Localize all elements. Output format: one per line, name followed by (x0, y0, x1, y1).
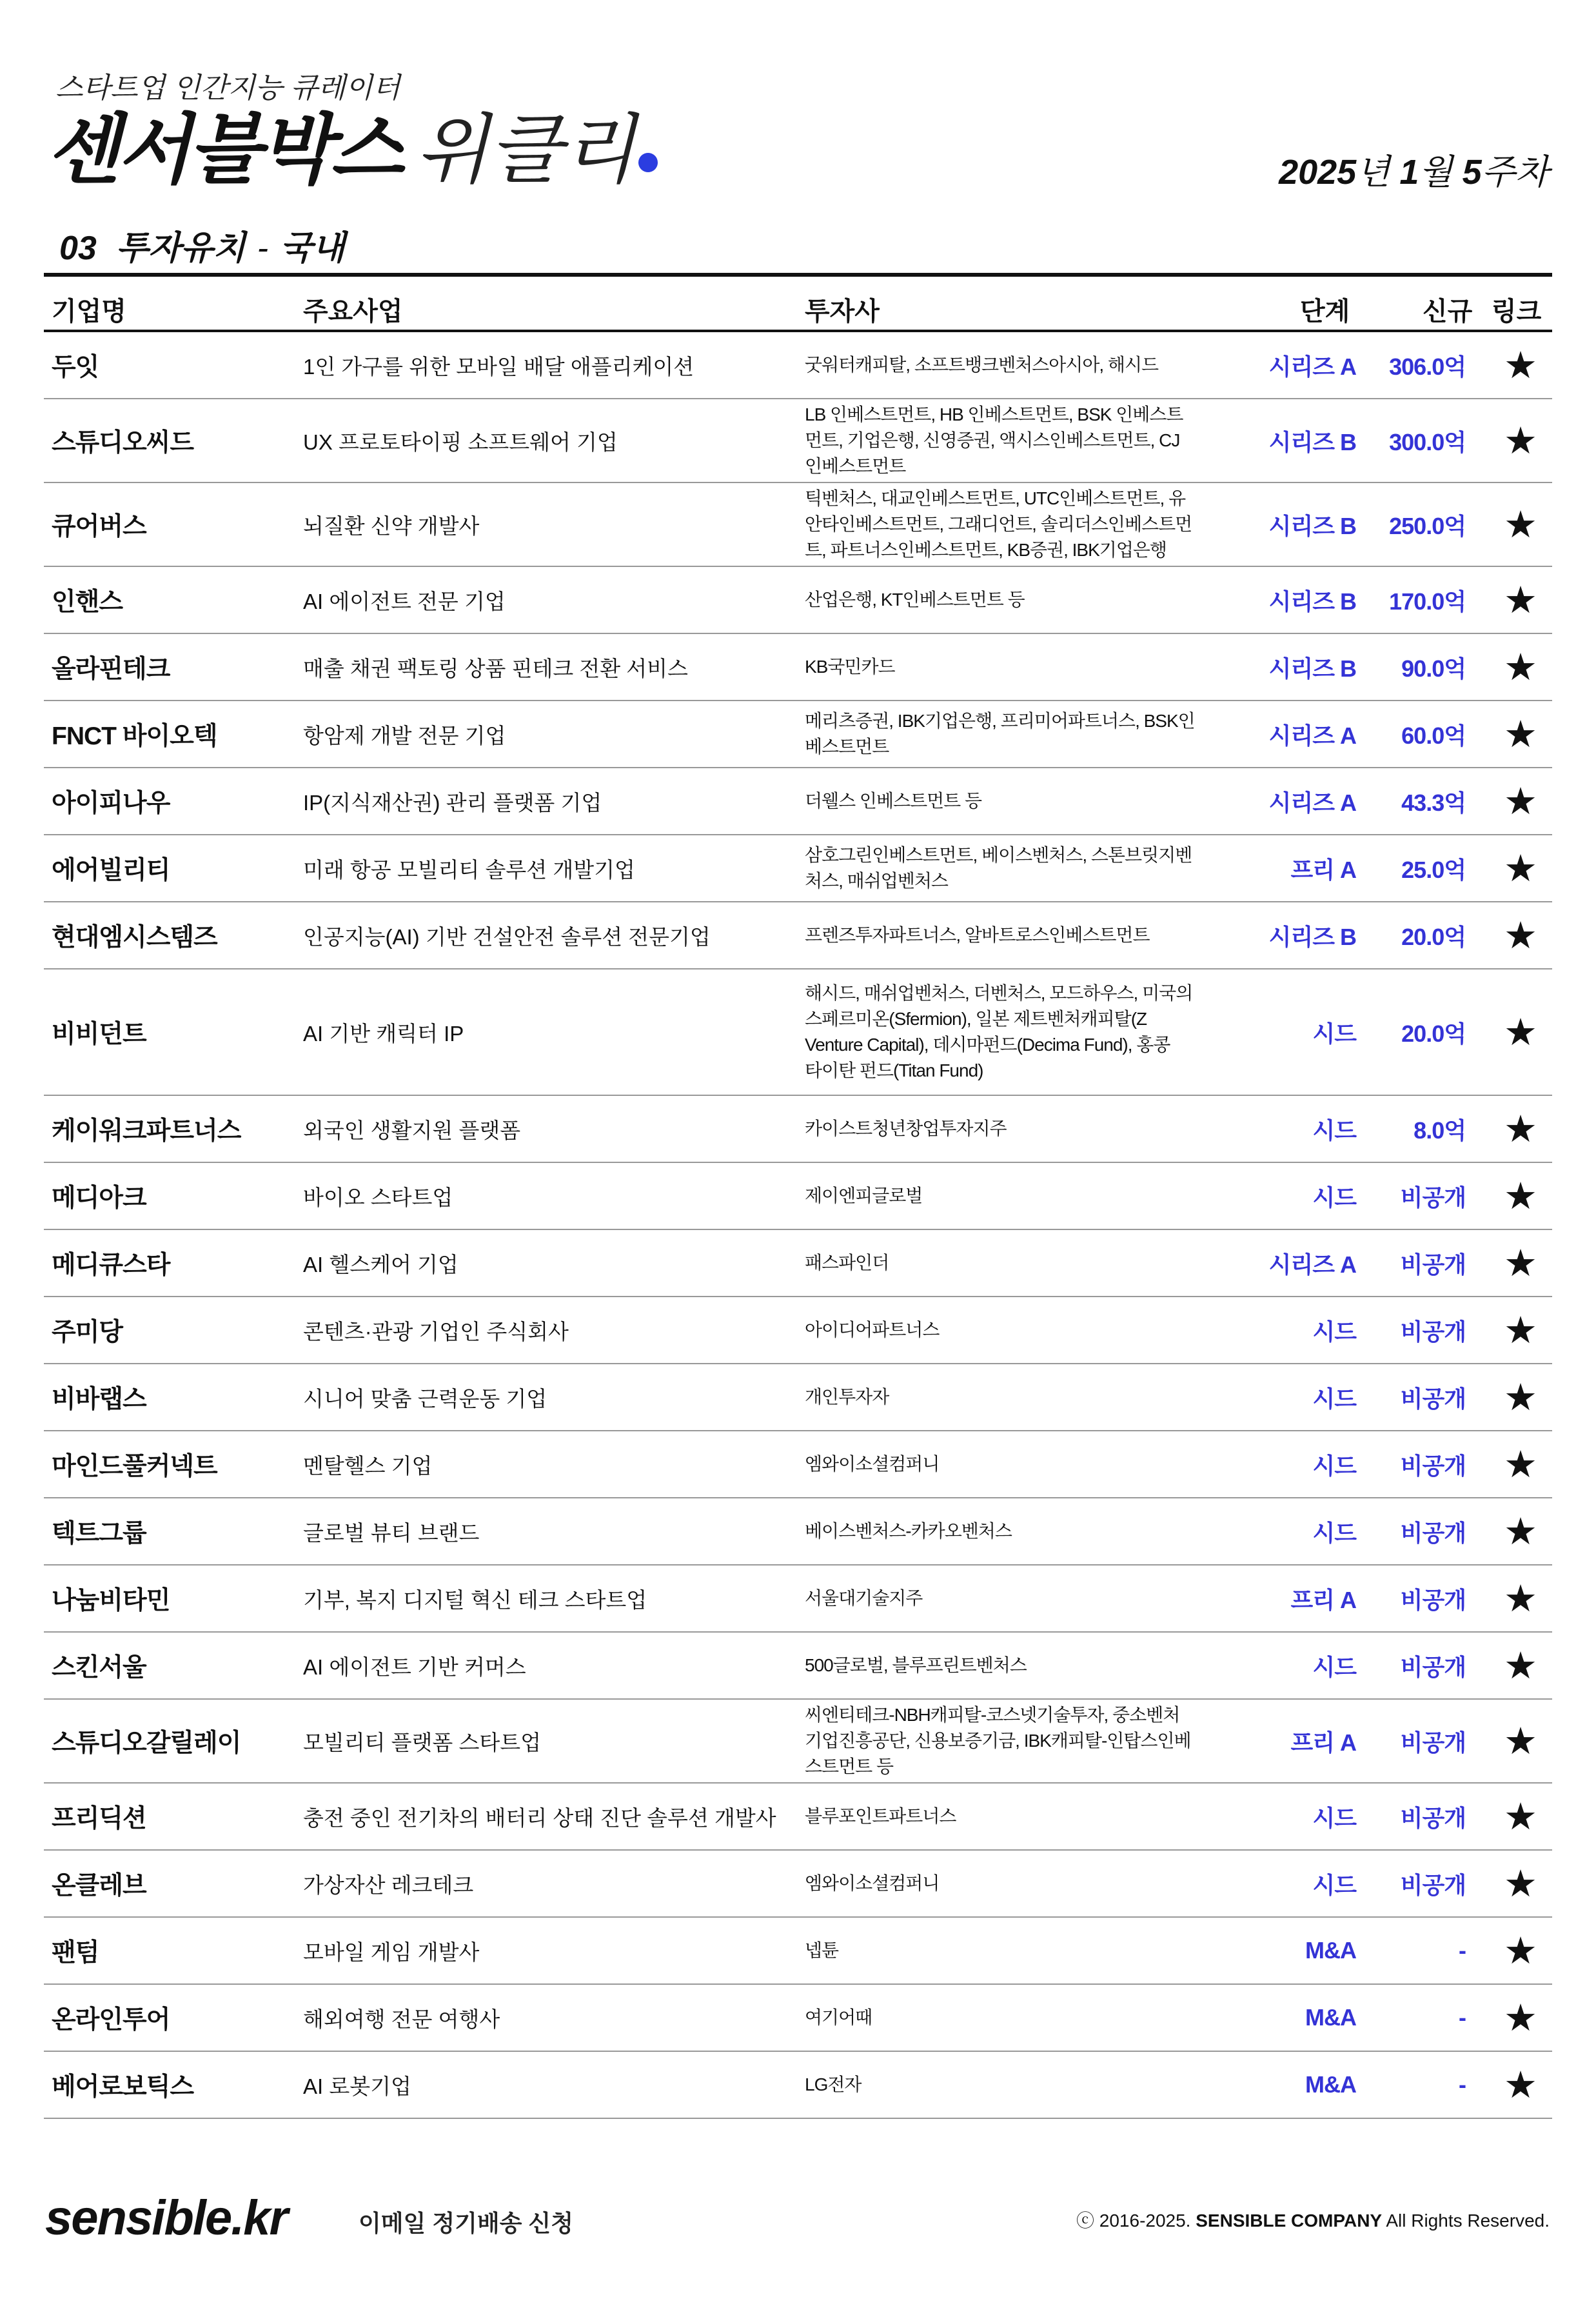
star-icon[interactable]: ★ (1504, 848, 1537, 890)
funding-amount: - (1459, 2071, 1466, 2098)
funding-amount: 90.0억 (1401, 655, 1466, 682)
funding-amount: 43.3억 (1401, 789, 1466, 816)
column-header-stage: 단계 (1300, 297, 1350, 326)
company-name: 인핸스 (52, 588, 123, 616)
business-description: 뇌질환 신약 개발사 (303, 513, 480, 538)
brand-suffix: 위클리 (415, 108, 636, 193)
star-icon[interactable]: ★ (1504, 1578, 1537, 1620)
copyright-company: SENSIBLE COMPANY (1196, 2211, 1383, 2231)
funding-stage: M&A (1305, 2004, 1356, 2031)
star-icon[interactable]: ★ (1504, 1930, 1537, 1972)
funding-amount: 60.0억 (1401, 722, 1466, 749)
investors (805, 768, 1237, 834)
star-icon[interactable]: ★ (1504, 646, 1537, 688)
subscribe-link[interactable]: 이메일 정기배송 신청 (359, 2210, 573, 2236)
table-row (44, 2052, 1552, 2119)
business-description: UX 프로토타이핑 소프트웨어 기업 (303, 430, 618, 454)
column-header-business: 주요사업 (303, 297, 403, 326)
business-description: AI 에이전트 기반 커머스 (303, 1655, 526, 1679)
table-row (44, 567, 1552, 634)
table-row (44, 1700, 1552, 1784)
star-icon[interactable]: ★ (1504, 1377, 1537, 1418)
star-icon[interactable]: ★ (1504, 915, 1537, 957)
investors (805, 1431, 1237, 1497)
business-description: 가상자산 레크테크 (303, 1873, 474, 1897)
star-icon[interactable]: ★ (1504, 2064, 1537, 2106)
investor-line: 여기어때 (805, 2007, 872, 2027)
investors (805, 1163, 1237, 1229)
table-row (44, 768, 1552, 835)
section-title: 투자유치 (115, 230, 246, 267)
table-row (44, 1163, 1552, 1230)
column-header-amount: 신규 (1423, 297, 1473, 326)
funding-stage: 프리 A (1290, 1729, 1356, 1756)
funding-stage: 시리즈 B (1268, 923, 1356, 950)
business-description: 매출 채권 팩토링 상품 핀테크 전환 서비스 (303, 656, 688, 681)
table-row (44, 483, 1552, 567)
copyright-prefix: ⓒ 2016-2025. (1076, 2211, 1191, 2231)
investors (805, 1096, 1237, 1162)
company-name: 에어빌리티 (52, 857, 170, 884)
column-header-link: 링크 (1492, 297, 1542, 326)
company-name: 아이피나우 (52, 790, 170, 817)
copyright (1076, 2207, 1550, 2232)
star-icon[interactable]: ★ (1504, 579, 1537, 621)
investor-line: LG전자 (805, 2074, 862, 2094)
issue-month: 1 (1399, 153, 1419, 192)
table-row (44, 902, 1552, 969)
funding-amount: 306.0억 (1389, 353, 1466, 380)
company-name: 프리딕션 (52, 1805, 146, 1833)
investor-line: 굿워터캐피탈, 소프트뱅크벤처스아시아, 해시드 (805, 355, 1159, 375)
table-row (44, 634, 1552, 701)
column-header-company: 기업명 (52, 297, 126, 326)
funding-amount: 비공개 (1400, 1653, 1466, 1680)
funding-stage: 프리 A (1290, 1586, 1356, 1613)
funding-stage: 시드 (1312, 1385, 1356, 1412)
investors (805, 1985, 1237, 2051)
funding-amount: 170.0억 (1389, 588, 1466, 615)
funding-stage: 시드 (1312, 1020, 1356, 1047)
investor-line: 인베스트먼트 (805, 456, 906, 476)
business-description: 외국인 생활지원 플랫폼 (303, 1118, 521, 1142)
investors (805, 969, 1237, 1095)
funding-amount: 20.0억 (1401, 923, 1466, 950)
business-description: 해외여행 전문 여행사 (303, 2007, 500, 2031)
funding-stage: 시드 (1312, 1184, 1356, 1211)
funding-amount: 25.0억 (1401, 856, 1466, 883)
company-name: 케이워크파트너스 (52, 1117, 241, 1145)
funding-amount: - (1459, 2004, 1466, 2031)
table-row (44, 1565, 1552, 1633)
investor-line: 넵튠 (805, 1940, 839, 1960)
business-description: 모바일 게임 개발사 (303, 1940, 480, 1964)
investor-line: 프렌즈투자파트너스, 알바트로스인베스트먼트 (805, 925, 1150, 945)
issue-year-unit: 년 (1356, 153, 1390, 192)
business-description: 멘탈헬스 기업 (303, 1453, 433, 1478)
funding-amount: 비공개 (1400, 1385, 1466, 1412)
investor-line: 틱벤처스, 대교인베스트먼트, UTC인베스트먼트, 유 (805, 488, 1186, 508)
table-header (44, 277, 1552, 332)
investors (805, 1230, 1237, 1296)
company-name: 스튜디오씨드 (52, 429, 194, 457)
investors (805, 1364, 1237, 1430)
company-name: 메디아크 (52, 1184, 146, 1212)
table-row (44, 399, 1552, 483)
investor-line: 타이탄 펀드(Titan Fund) (805, 1060, 983, 1080)
funding-amount: 비공개 (1400, 1318, 1466, 1345)
company-name: 온라인투어 (52, 2006, 170, 2034)
star-icon[interactable]: ★ (1504, 1309, 1537, 1351)
star-icon[interactable]: ★ (1504, 420, 1537, 462)
company-name: 온클레브 (52, 1872, 146, 1900)
company-name: FNCT 바이오텍 (52, 722, 217, 750)
company-name: 비비던트 (52, 1020, 146, 1048)
column-header-investors: 투자사 (805, 297, 880, 326)
star-icon[interactable]: ★ (1504, 1175, 1537, 1217)
funding-stage: 시리즈 B (1268, 655, 1356, 682)
star-icon[interactable]: ★ (1504, 344, 1537, 386)
business-description: 충전 중인 전기차의 배터리 상태 진단 솔루션 개발사 (303, 1805, 776, 1830)
investor-line: 카이스트청년창업투자지주 (805, 1118, 1007, 1138)
investor-line: 스페르미온(Sfermion), 일본 제트벤처캐피탈(Z (805, 1009, 1147, 1029)
company-name: 스튜디오갈릴레이 (52, 1729, 241, 1757)
investor-line: 엠와이소셜컴퍼니 (805, 1454, 940, 1474)
company-name: 나눔비타민 (52, 1587, 170, 1615)
investor-line: 서울대기술지주 (805, 1588, 923, 1608)
investors (805, 1498, 1237, 1564)
funding-stage: 시드 (1312, 1318, 1356, 1345)
funding-amount: - (1459, 1937, 1466, 1963)
section-number: 03 (59, 230, 97, 267)
funding-amount: 비공개 (1400, 1452, 1466, 1479)
funding-amount: 비공개 (1400, 1804, 1466, 1831)
issue-week: 5 (1462, 153, 1482, 192)
table-row (44, 1364, 1552, 1431)
star-icon[interactable]: ★ (1504, 780, 1537, 822)
section-subtitle: 국내 (280, 230, 345, 267)
investor-line: 더웰스 인베스트먼트 등 (805, 791, 982, 811)
company-name: 메디큐스타 (52, 1251, 170, 1279)
table-row (44, 1096, 1552, 1163)
funding-stage: 시드 (1312, 1653, 1356, 1680)
investors (805, 1633, 1237, 1698)
business-description: IP(지식재산권) 관리 플랫폼 기업 (303, 790, 602, 815)
star-icon[interactable]: ★ (1504, 1720, 1537, 1762)
table-row (44, 1297, 1552, 1364)
section-heading (59, 221, 345, 269)
investor-line: 개인투자자 (805, 1387, 889, 1407)
funding-amount: 250.0억 (1389, 512, 1466, 539)
business-description: AI 기반 캐릭터 IP (303, 1021, 464, 1046)
deal-table (44, 332, 1552, 2119)
investor-line: 씨엔티테크-NBH캐피탈-코스넷기술투자, 중소벤처 (805, 1705, 1180, 1725)
funding-stage: 시리즈 A (1268, 1251, 1356, 1278)
investors (805, 1565, 1237, 1631)
table-row (44, 1230, 1552, 1297)
funding-stage: 시드 (1312, 1117, 1356, 1144)
investors (805, 1784, 1237, 1849)
star-icon[interactable]: ★ (1504, 1796, 1537, 1838)
investor-line: 메리츠증권, IBK기업은행, 프리미어파트너스, BSK인 (805, 711, 1195, 731)
funding-amount: 비공개 (1400, 1519, 1466, 1546)
brand-name: 센서블박스 (46, 108, 401, 193)
funding-stage: 시드 (1312, 1452, 1356, 1479)
table-row (44, 1633, 1552, 1700)
star-icon[interactable]: ★ (1504, 1863, 1537, 1905)
business-description: 항암제 개발 전문 기업 (303, 723, 506, 748)
investors (805, 2052, 1237, 2118)
funding-stage: 시리즈 B (1268, 512, 1356, 539)
investor-line: 산업은행, KT인베스트먼트 등 (805, 590, 1025, 610)
investor-line: 기업진흥공단, 신용보증기금, IBK캐피탈-인탑스인베 (805, 1731, 1191, 1751)
investor-line: 스트먼트 등 (805, 1756, 894, 1776)
issue-week-unit: 주차 (1481, 153, 1549, 192)
funding-amount: 비공개 (1400, 1184, 1466, 1211)
investor-line: 아이디어파트너스 (805, 1320, 940, 1340)
company-name: 스킨서울 (52, 1654, 146, 1682)
investors (805, 1700, 1237, 1782)
funding-stage: 시리즈 A (1268, 789, 1356, 816)
funding-amount: 20.0억 (1401, 1020, 1466, 1047)
business-description: 바이오 스타트업 (303, 1185, 453, 1209)
funding-stage: M&A (1305, 1937, 1356, 1963)
tagline: 스타트업 인간지능 큐레이터 (55, 72, 400, 104)
star-icon[interactable]: ★ (1504, 1242, 1537, 1284)
investors (805, 835, 1237, 901)
investor-line: 엠와이소셜컴퍼니 (805, 1873, 940, 1893)
table-row (44, 835, 1552, 902)
investor-line: 제이엔피글로벌 (805, 1186, 923, 1206)
investor-line: 먼트, 기업은행, 신영증권, 액시스인베스트먼트, CJ (805, 430, 1180, 450)
investors (805, 483, 1237, 566)
investors (805, 701, 1237, 767)
issue-month-unit: 월 (1419, 153, 1453, 192)
company-name: 두잇 (52, 353, 99, 381)
investors (805, 1297, 1237, 1363)
funding-stage: 시리즈 A (1268, 722, 1356, 749)
section-separator: - (257, 230, 269, 267)
business-description: 시니어 맞춤 근력운동 기업 (303, 1386, 547, 1411)
investor-line: LB 인베스트먼트, HB 인베스트먼트, BSK 인베스트 (805, 404, 1183, 424)
business-description: 미래 항공 모빌리티 솔루션 개발기업 (303, 857, 635, 882)
star-icon[interactable]: ★ (1504, 1011, 1537, 1053)
company-name: 주미당 (52, 1318, 123, 1346)
company-name: 팬텀 (52, 1939, 99, 1967)
funding-amount: 비공개 (1400, 1251, 1466, 1278)
investor-line: 베이스벤처스-카카오벤처스 (805, 1521, 1012, 1541)
investor-line: 블루포인트파트너스 (805, 1806, 956, 1826)
funding-amount: 비공개 (1400, 1729, 1466, 1756)
investor-line: 해시드, 매쉬업벤처스, 더벤처스, 모드하우스, 미국의 (805, 983, 1193, 1003)
issue-date (1279, 144, 1549, 194)
investor-line: 패스파인더 (805, 1253, 889, 1273)
company-name: 현대엠시스템즈 (52, 924, 217, 951)
table-row (44, 1918, 1552, 1985)
star-icon[interactable]: ★ (1504, 504, 1537, 546)
investor-line: Venture Capital), 데시마펀드(Decima Fund), 홍콩 (805, 1035, 1170, 1055)
funding-stage: M&A (1305, 2071, 1356, 2098)
star-icon[interactable]: ★ (1504, 1997, 1537, 2039)
company-name: 올라핀테크 (52, 655, 170, 683)
star-icon[interactable]: ★ (1504, 713, 1537, 755)
brand-title (46, 108, 658, 192)
company-name: 마인드풀커넥트 (52, 1453, 217, 1480)
business-description: 모빌리티 플랫폼 스타트업 (303, 1730, 541, 1754)
funding-stage: 시드 (1312, 1804, 1356, 1831)
business-description: AI 헬스케어 기업 (303, 1252, 458, 1277)
star-icon[interactable]: ★ (1504, 1108, 1537, 1150)
company-name: 베어로보틱스 (52, 2073, 194, 2101)
investor-line: 트, 파트너스인베스트먼트, KB증권, IBK기업은행 (805, 540, 1167, 560)
investor-line: 처스, 매쉬업벤처스 (805, 871, 948, 891)
investor-line: KB국민카드 (805, 657, 895, 677)
table-row (44, 969, 1552, 1096)
table-row (44, 332, 1552, 399)
table-row (44, 1985, 1552, 2052)
business-description: AI 로봇기업 (303, 2074, 411, 2098)
investors (805, 634, 1237, 700)
business-description: AI 에이전트 전문 기업 (303, 589, 506, 613)
business-description: 인공지능(AI) 기반 건설안전 솔루션 전문기업 (303, 924, 711, 949)
company-name: 큐어버스 (52, 513, 146, 541)
copyright-suffix: All Rights Reserved. (1386, 2211, 1550, 2231)
footer-logo[interactable]: sensible.kr (45, 2191, 288, 2245)
table-row (44, 1851, 1552, 1918)
company-name: 텍트그룹 (52, 1520, 146, 1547)
investor-line: 베스트먼트 (805, 737, 889, 757)
investors (805, 902, 1237, 968)
business-description: 기부, 복지 디지털 혁신 테크 스타트업 (303, 1587, 647, 1612)
table-row (44, 701, 1552, 768)
investor-line: 삼호그린인베스트먼트, 베이스벤처스, 스톤브릿지벤 (805, 845, 1192, 865)
business-description: 콘텐츠·관광 기업인 주식회사 (303, 1319, 569, 1344)
funding-amount: 300.0억 (1389, 428, 1466, 455)
funding-stage: 시드 (1312, 1871, 1356, 1898)
investors (805, 1851, 1237, 1916)
issue-year: 2025 (1279, 153, 1357, 192)
star-icon[interactable]: ★ (1504, 1645, 1537, 1687)
company-name: 비바랩스 (52, 1386, 146, 1413)
investor-line: 안타인베스트먼트, 그래디언트, 솔리더스인베스트먼 (805, 514, 1192, 534)
funding-stage: 시리즈 B (1268, 588, 1356, 615)
funding-stage: 시리즈 A (1268, 353, 1356, 380)
funding-amount: 8.0억 (1414, 1117, 1466, 1144)
star-icon[interactable]: ★ (1504, 1444, 1537, 1486)
business-description: 글로벌 뷰티 브랜드 (303, 1520, 480, 1545)
investor-line: 500글로벌, 블루프린트벤처스 (805, 1655, 1027, 1675)
business-description: 1인 가구를 위한 모바일 배달 애플리케이션 (303, 354, 695, 379)
investors (805, 332, 1237, 398)
star-icon[interactable]: ★ (1504, 1511, 1537, 1553)
table-row (44, 1784, 1552, 1851)
funding-stage: 시리즈 B (1268, 428, 1356, 455)
investors (805, 1918, 1237, 1983)
investors (805, 567, 1237, 633)
table-row (44, 1431, 1552, 1498)
funding-amount: 비공개 (1400, 1586, 1466, 1613)
brand-dot-icon (638, 153, 658, 172)
funding-stage: 프리 A (1290, 856, 1356, 883)
funding-stage: 시드 (1312, 1519, 1356, 1546)
funding-amount: 비공개 (1400, 1871, 1466, 1898)
table-row (44, 1498, 1552, 1565)
investors (805, 399, 1237, 482)
